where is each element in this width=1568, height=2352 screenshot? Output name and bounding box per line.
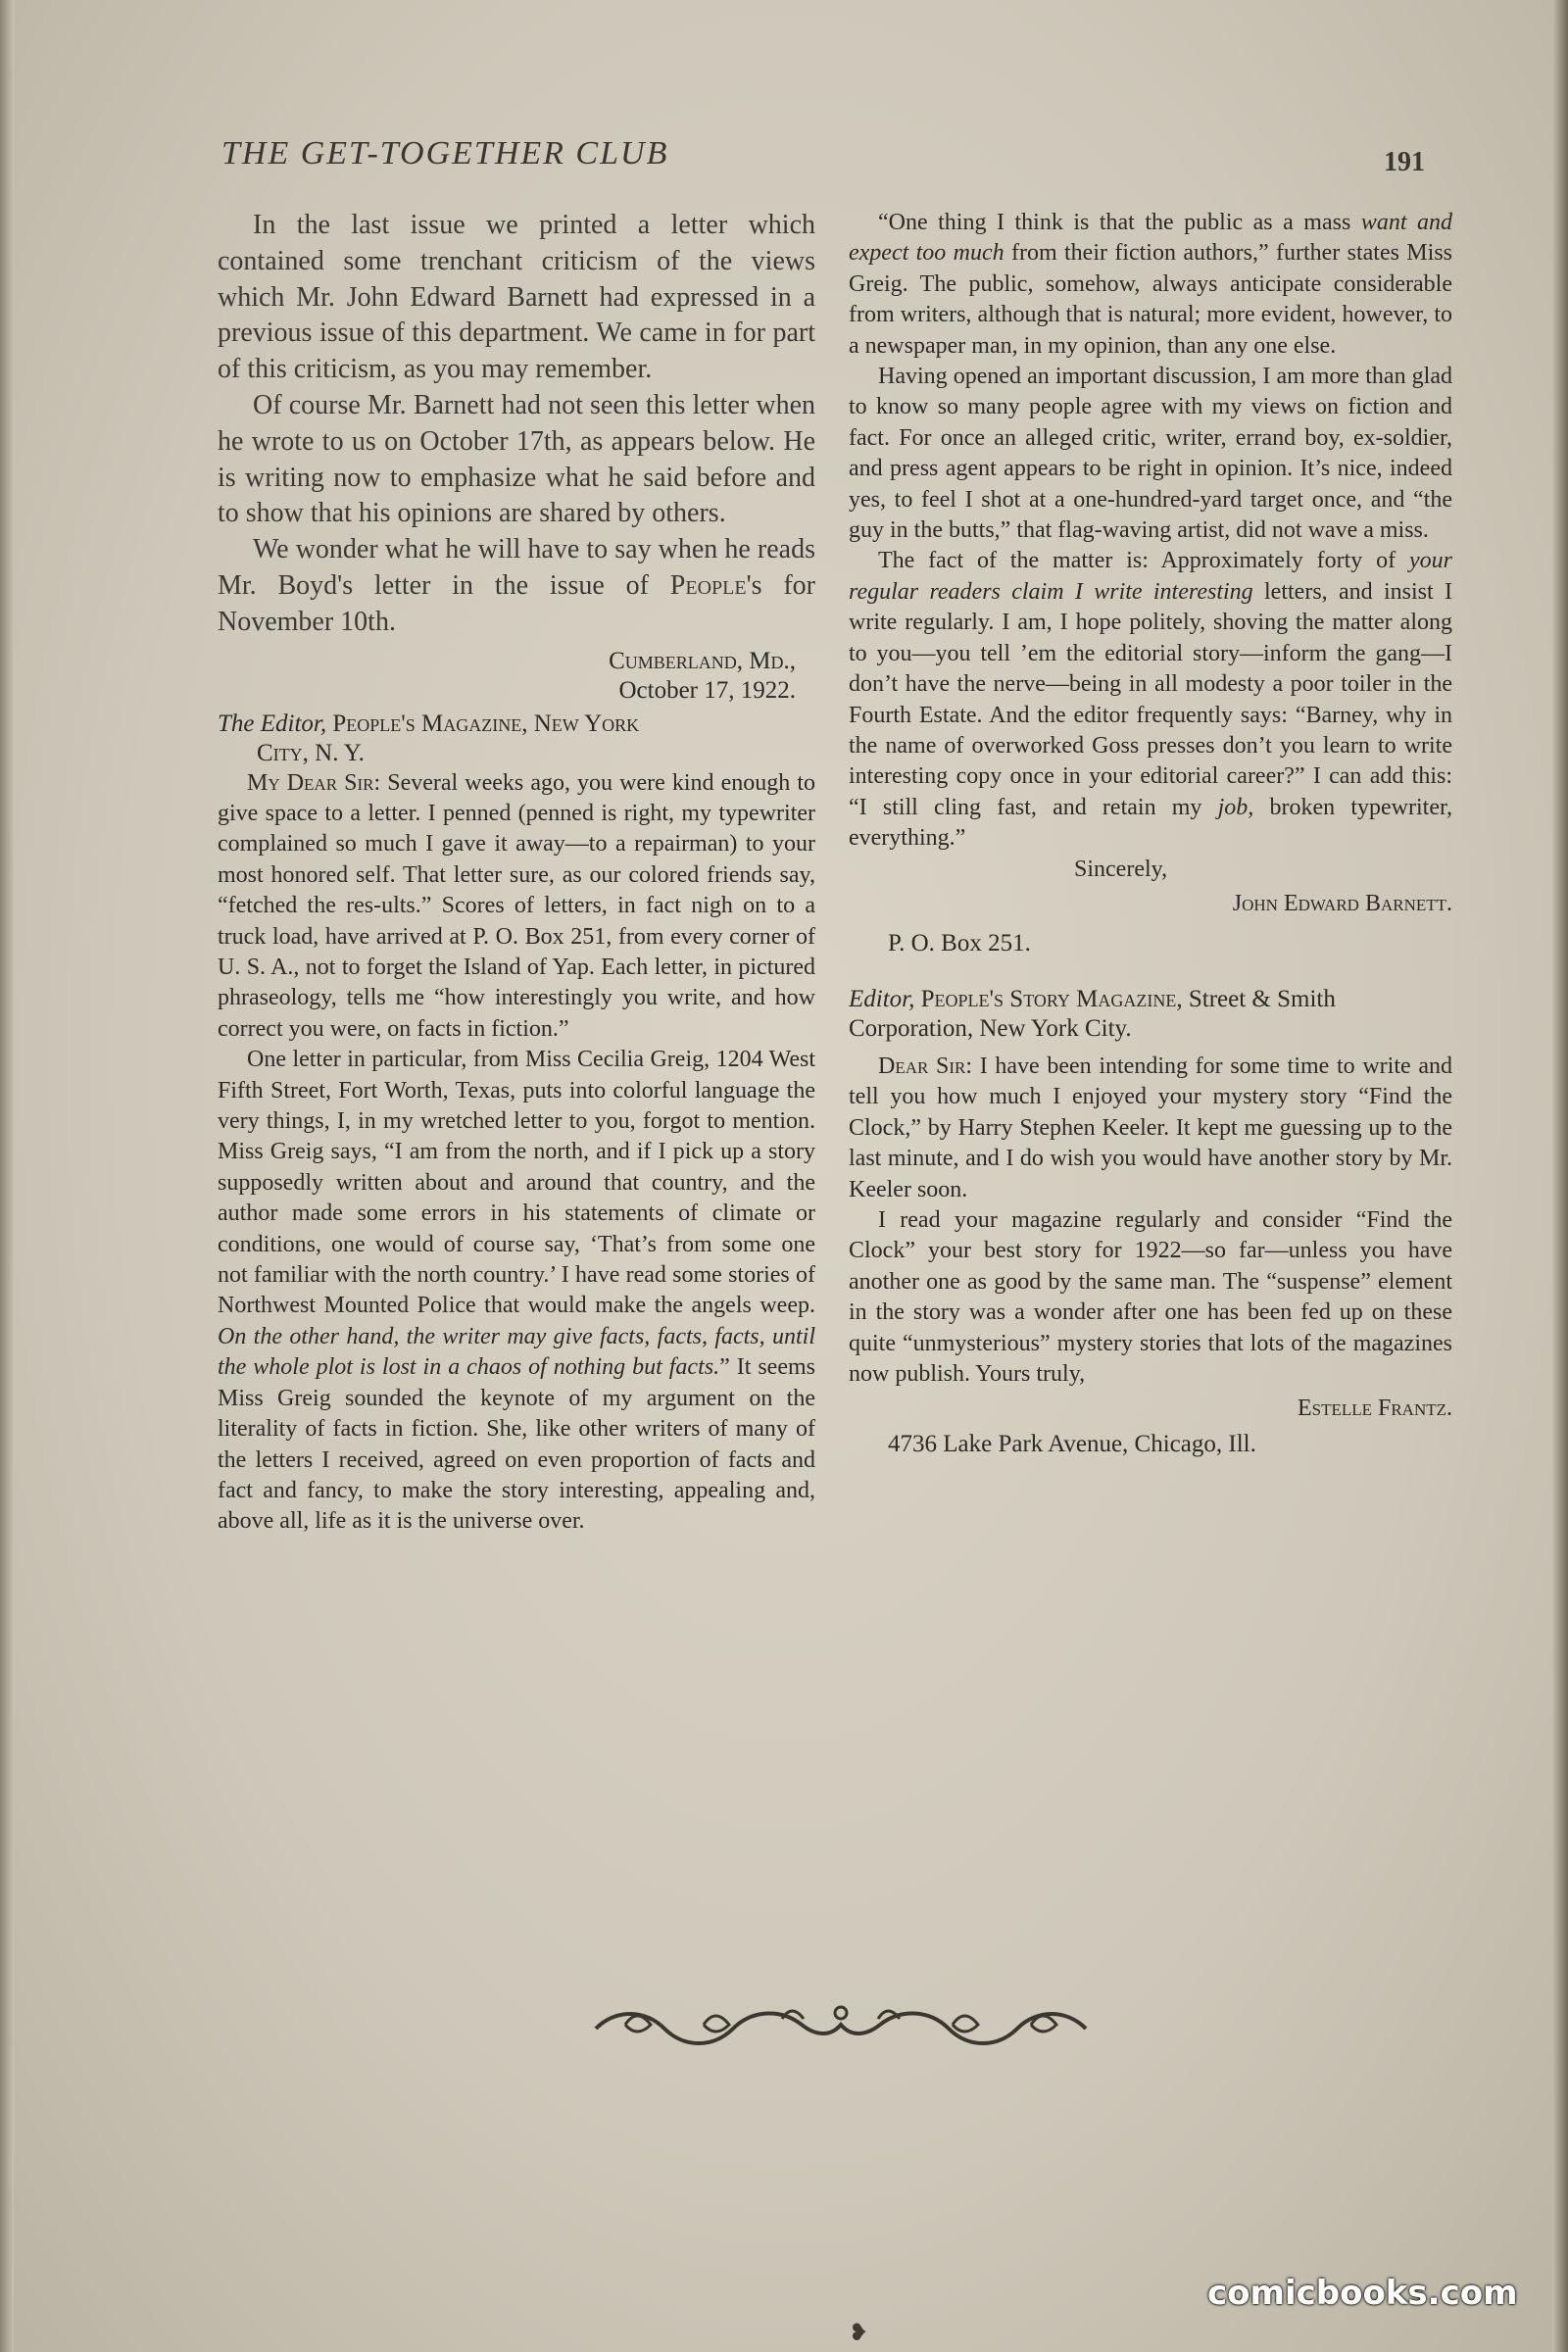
intro-paragraph-1: In the last issue we printed a letter which contained some trenchant criticism of the views which Mr. John Edward Barnett had expressed in a previous issue of this department. We came in for part of this criticism, as you may remember. bbox=[218, 210, 815, 385]
letter1-paragraph-2 bbox=[218, 1045, 815, 1538]
letter1-sincerely: Sincerely, bbox=[1074, 856, 1168, 882]
letter1-p5-text-c: broken typewriter, everything.” bbox=[849, 794, 1452, 852]
dateline-date: October 17, 1922. bbox=[618, 676, 796, 704]
intro-paragraph-3 bbox=[218, 532, 815, 640]
letter1-p3-emphasis: want and expect too much bbox=[849, 210, 1452, 267]
addressee-magazine: People's Magazine, New York bbox=[332, 710, 640, 737]
letter1-p5-emphasis: your regular readers claim I write interesting bbox=[849, 548, 1452, 605]
letter1-p5-text-a: The fact of the matter is: Approximately forty of bbox=[878, 548, 1409, 574]
intro-paragraph-3-text: We wonder what he will have to say when he reads Mr. Boyd's letter in the issue of bbox=[218, 534, 815, 601]
letter2-addressee-magazine: People's Story Magazine, bbox=[920, 985, 1183, 1012]
intro-people-magazine: People bbox=[669, 569, 747, 601]
letter1-p2-emphasis: On the other hand, the writer may give facts, facts, facts, until the whole plot is lost in a chaos of nothing but facts. bbox=[218, 1323, 815, 1381]
left-column bbox=[218, 208, 815, 1538]
intro-paragraph-3-tail: 's for November 10th. bbox=[218, 569, 815, 637]
letter2-address: 4736 Lake Park Avenue, Chicago, Ill. bbox=[888, 1431, 1256, 1458]
letter1-p3-text-b: from their fiction authors,” further states Miss Greig. The public, somehow, always anticipate considerable from writers, although that is natural; more evident, however, to a newspaper man, in my opinion, than any one else. bbox=[849, 240, 1452, 359]
right-column-text bbox=[849, 208, 1452, 1460]
dateline-place: Cumberland, Md., bbox=[609, 647, 796, 674]
letter1-signature: John Edward Barnett. bbox=[1232, 890, 1452, 916]
letter1-paragraph-1 bbox=[218, 768, 815, 1046]
letter1-paragraph-3 bbox=[849, 208, 1452, 362]
page-speck-bottom: ❥ bbox=[849, 2321, 869, 2346]
letter1-p1-text: Several weeks ago, you were kind enough to give space to a letter. I penned (penned is right, my typewriter complained so much I gave it away—to a repairman) to your most honored self. That letter sure, as our colored friends say, “fetched the res-ults.” Scores of letters, in fact nigh on to a truck load, have arrived at P. O. Box 251, from every corner of U. S. A., not to forget the Island of Yap. Each letter, in pictured phraseology, tells me “how interestingly you write, and how correct you were, on facts in fiction.” bbox=[218, 769, 816, 1042]
page-edge-right bbox=[1552, 0, 1568, 2352]
letter2-paragraph-2: I read your magazine regularly and consider “Find the Clock” your best story for 1922—so far—unless you have another one as good by the same man. The “suspense” element in the story was a wonder after one has been fed up on these quite “unmysterious” mystery stories that lots of the magazines now publish. Yours truly, bbox=[849, 1206, 1452, 1387]
letter2-addressee bbox=[849, 985, 1452, 1044]
addressee-editor: The Editor, bbox=[218, 710, 327, 737]
letter1-paragraph-5 bbox=[849, 546, 1452, 854]
letter1-p5-emphasis-2: job, bbox=[1217, 794, 1254, 820]
letter1-paragraph-4: Having opened an important discussion, I am more than glad to know so many people agree with my views on fiction and fact. For once an alleged critic, writer, errand boy, ex-soldier, and press agent appears to be right in opinion. It’s nice, indeed yes, to feel I shot at a one-hundred-yard target once, and “the guy in the butts,” that flag-waving artist, did not wave a miss. bbox=[849, 364, 1452, 544]
letter2-p1-text: I have been intending for some time to write and tell you how much I enjoyed your mystery story “Find the Clock,” by Harry Stephen Keeler. It kept me guessing up to the last minute, and I do wish you would have another story by Mr. Keeler soon. bbox=[849, 1053, 1452, 1202]
letter2-salutation: Dear Sir: bbox=[878, 1053, 973, 1079]
addressee-city: City, N. Y. bbox=[257, 739, 365, 766]
letter1-p2-text-b: ” It seems Miss Greig sounded the keynote of my argument on the literality of facts in fiction. She, like other writers of many of the letters I received, agreed on even proportion of facts and fact and fancy, to make the story interesting, appealing and, above all, life as it is the universe over. bbox=[218, 1354, 815, 1535]
letter1-p3-text-a: “One thing I think is that the public as a mass bbox=[878, 210, 1361, 235]
letter1-addressee bbox=[218, 710, 815, 768]
decorative-ornament bbox=[586, 1995, 1096, 2054]
intro-paragraph-2: Of course Mr. Barnett had not seen this letter when he wrote to us on October 17th, as appears below. He is writing now to emphasize what he said before and to show that his opinions are shared by others. bbox=[218, 389, 815, 529]
letter1-p2-text-a: One letter in particular, from Miss Cecilia Greig, 1204 West Fifth Street, Fort Worth, Texas, puts into colorful language the very things, I, in my wretched letter to you, forgot to mention. Miss Greig says, “I am from the north, and if I pick up a story supposedly written about and around that country, and the author made some errors in his statements of climate or conditions, one would of course say, ‘That’s from some one not familiar with the north country.’ I have read some stories of Northwest Mounted Police that would make the angels weep. bbox=[218, 1047, 815, 1319]
page-edge-left bbox=[0, 0, 14, 2352]
watermark-text: comicbooks.com bbox=[1207, 2274, 1518, 2313]
running-title: THE GET-TOGETHER CLUB bbox=[221, 135, 669, 172]
page-number: 191 bbox=[1384, 147, 1425, 177]
letter2-paragraph-1 bbox=[849, 1052, 1452, 1205]
letter1-salutation: My Dear Sir: bbox=[247, 769, 381, 796]
letter2-addressee-editor: Editor, bbox=[849, 985, 915, 1012]
letter2-signature: Estelle Frantz. bbox=[1297, 1396, 1452, 1422]
letter1-p5-text-b: letters, and insist I write regularly. I am, I hope politely, shoving the matter along to you—you tell ’em the editorial story—inform the gang—I don’t have the nerve—being in all modesty a poor toiler in the Fourth Estate. And the editor frequently says: “Barney, why in the name of overworked Goss presses don’t you learn to write interesting copy once in your editorial career?” I can add this: “I still cling fast, and retain my bbox=[849, 578, 1453, 820]
letter1-box: P. O. Box 251. bbox=[888, 929, 1031, 956]
letter2-addressee-rest: Street & Smith Corporation, New York City. bbox=[849, 985, 1336, 1042]
letter1-dateline bbox=[218, 647, 815, 706]
